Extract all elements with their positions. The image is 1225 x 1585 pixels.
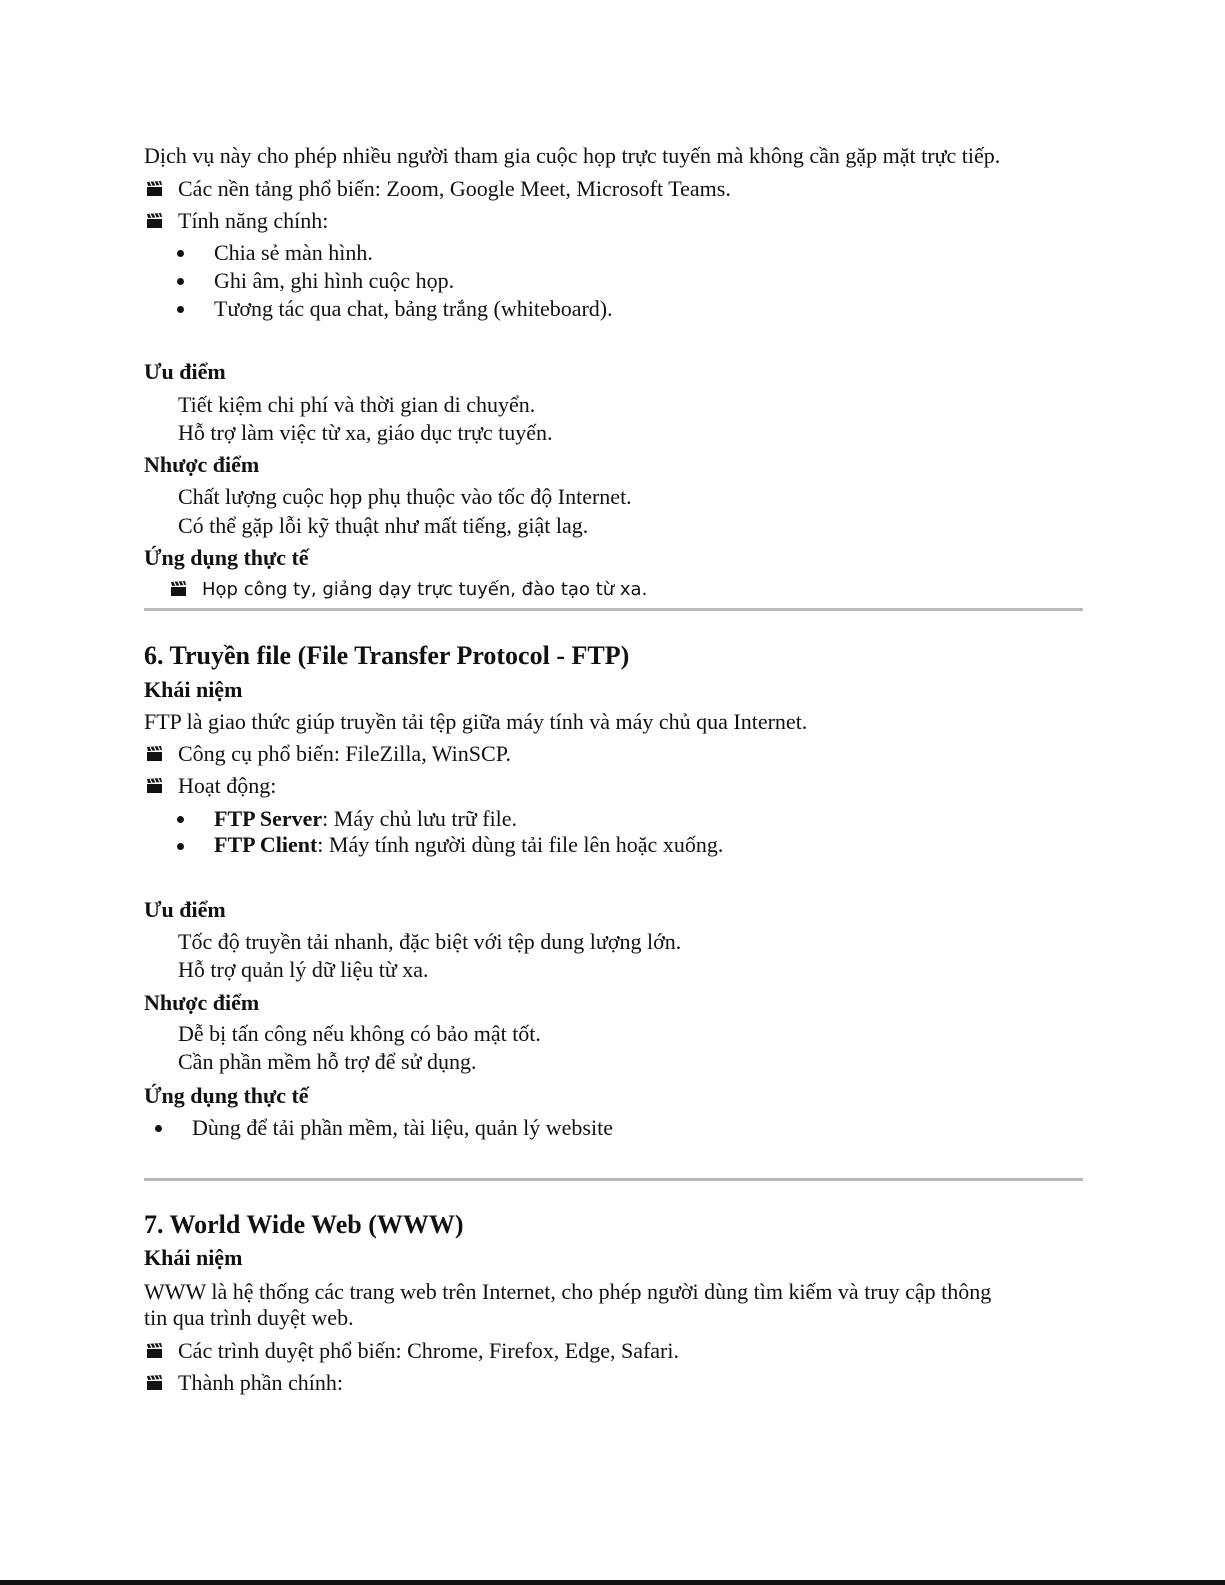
divider — [144, 1178, 1083, 1181]
section6-pro: Tốc độ truyền tải nhanh, đặc biệt với tệp dung lượng lớn. — [178, 929, 682, 954]
bullet-dot — [155, 1125, 162, 1132]
section5-pro: Hỗ trợ làm việc từ xa, giáo dục trực tuyến. — [178, 420, 553, 445]
section7-concept-title: Khái niệm — [144, 1245, 243, 1270]
section5-con: Có thể gặp lỗi kỹ thuật như mất tiếng, giật lag. — [178, 513, 589, 538]
clapperboard-icon — [146, 778, 163, 794]
section5-bullet-features: Tính năng chính: — [178, 208, 329, 233]
clapperboard-icon — [146, 213, 163, 229]
section6-app: Dùng để tải phần mềm, tài liệu, quản lý website — [192, 1115, 613, 1140]
term: FTP Server — [214, 806, 323, 831]
clapperboard-icon — [146, 746, 163, 762]
bullet-dot — [177, 843, 184, 850]
list-item: Ghi âm, ghi hình cuộc họp. — [214, 268, 455, 293]
section5-intro: Dịch vụ này cho phép nhiều người tham gia cuộc họp trực tuyến mà không cần gặp mặt trực tiếp. — [144, 143, 1001, 168]
section7-intro-line2: tin qua trình duyệt web. — [144, 1305, 354, 1330]
bullet-dot — [177, 250, 184, 257]
list-item — [214, 806, 517, 832]
section7-bullet-browsers: Các trình duyệt phổ biến: Chrome, Firefox, Edge, Safari. — [178, 1338, 679, 1363]
list-item: Tương tác qua chat, bảng trắng (whiteboard). — [214, 296, 613, 321]
bullet-dot — [177, 278, 184, 285]
section6-apps-title: Ứng dụng thực tế — [144, 1083, 309, 1108]
clapperboard-icon — [146, 181, 163, 197]
section7-intro-line1: WWW là hệ thống các trang web trên Internet, cho phép người dùng tìm kiếm và truy cập thông — [144, 1279, 992, 1304]
section6-concept-title: Khái niệm — [144, 677, 243, 702]
section7-heading: 7. World Wide Web (WWW) — [144, 1210, 464, 1239]
divider — [144, 608, 1083, 611]
bullet-dot — [177, 816, 184, 823]
section6-bullet-ops: Hoạt động: — [178, 773, 277, 798]
list-item — [214, 832, 723, 858]
section6-pro: Hỗ trợ quản lý dữ liệu từ xa. — [178, 957, 429, 982]
section6-cons-title: Nhược điểm — [144, 990, 260, 1015]
section7-bullet-components: Thành phần chính: — [178, 1370, 343, 1395]
section5-cons-title: Nhược điểm — [144, 452, 260, 477]
section6-bullet-tools: Công cụ phổ biến: FileZilla, WinSCP. — [178, 741, 511, 766]
section5-con: Chất lượng cuộc họp phụ thuộc vào tốc độ Internet. — [178, 484, 632, 509]
term-description: : Máy tính người dùng tải file lên hoặc xuống. — [317, 832, 724, 857]
section5-apps-title: Ứng dụng thực tế — [144, 545, 309, 570]
section6-con: Cần phần mềm hỗ trợ để sử dụng. — [178, 1049, 477, 1074]
section6-intro: FTP là giao thức giúp truyền tải tệp giữa máy tính và máy chủ qua Internet. — [144, 709, 808, 734]
section5-app: Họp công ty, giảng dạy trực tuyến, đào tạo từ xa. — [202, 579, 648, 600]
section5-pros-title: Ưu điểm — [144, 359, 226, 384]
section6-pros-title: Ưu điểm — [144, 897, 226, 922]
bullet-dot — [177, 306, 184, 313]
clapperboard-icon — [146, 1375, 163, 1391]
section6-con: Dễ bị tấn công nếu không có bảo mật tốt. — [178, 1021, 541, 1046]
section5-bullet-platforms: Các nền tảng phổ biến: Zoom, Google Meet, Microsoft Teams. — [178, 176, 731, 201]
term-description: : Máy chủ lưu trữ file. — [322, 806, 518, 831]
clapperboard-icon — [170, 581, 187, 597]
section5-pro: Tiết kiệm chi phí và thời gian di chuyển. — [178, 392, 536, 417]
clapperboard-icon — [146, 1343, 163, 1359]
term: FTP Client — [214, 832, 318, 857]
page-bottom-edge — [0, 1580, 1225, 1585]
section6-heading: 6. Truyền file (File Transfer Protocol - FTP) — [144, 641, 630, 670]
list-item: Chia sẻ màn hình. — [214, 240, 373, 265]
